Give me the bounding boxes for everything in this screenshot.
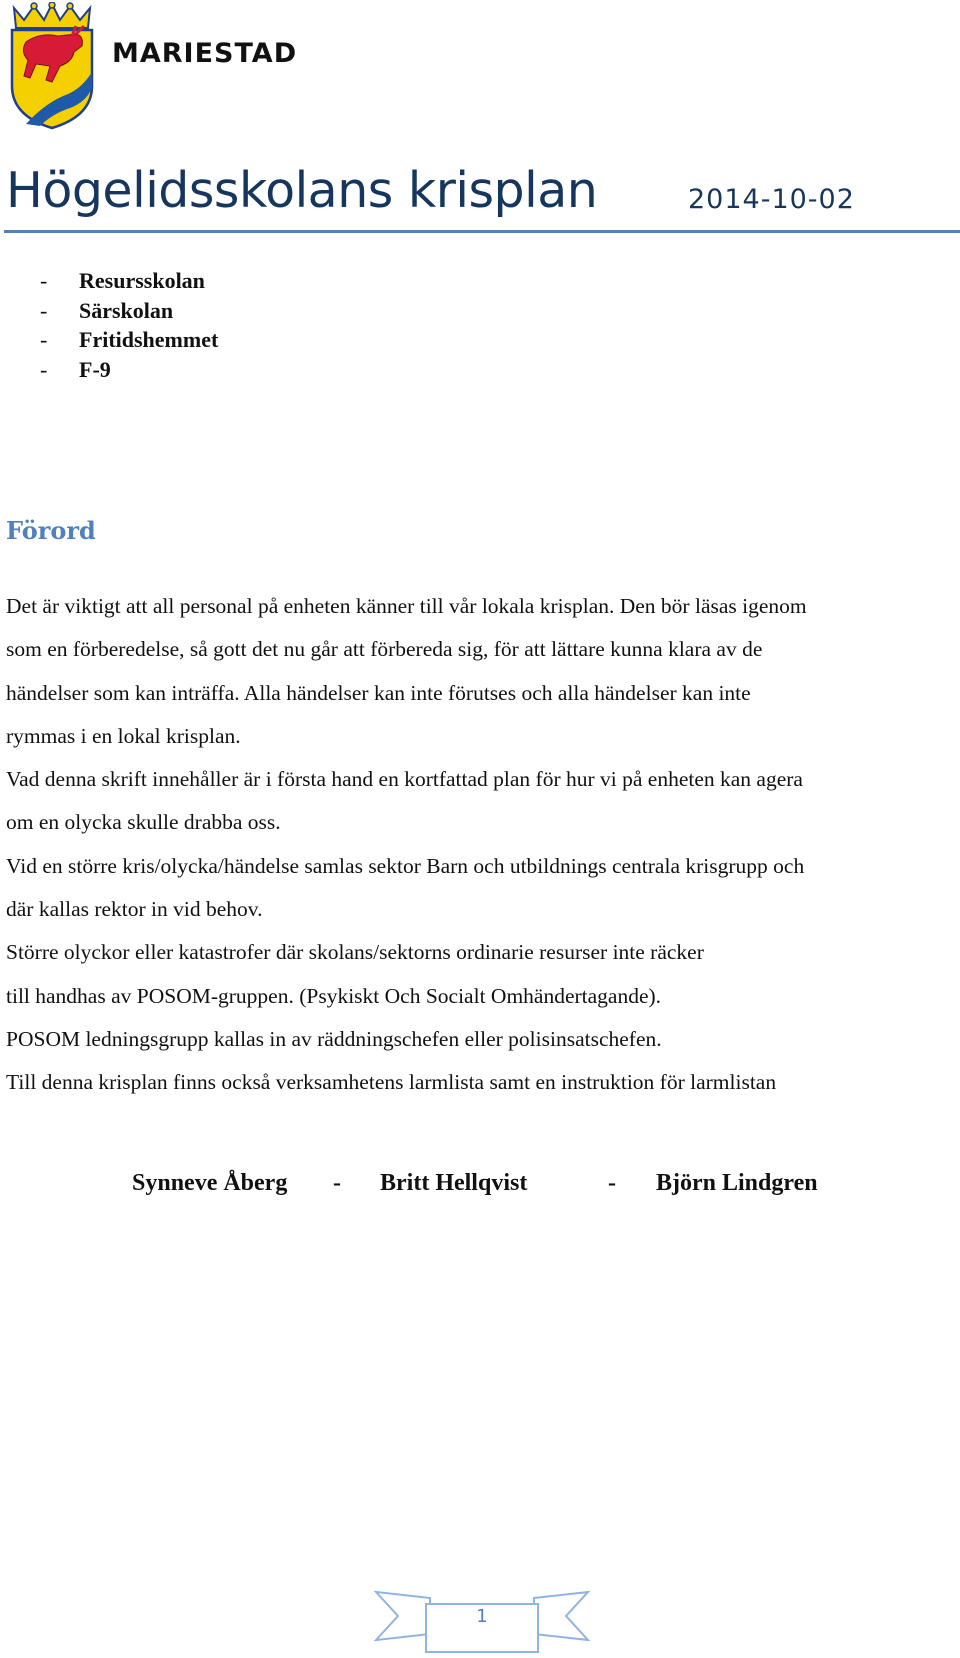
body-line: Vad denna skrift innehåller är i första hand en kortfattad plan för hur vi på enheten kan agera [6,767,803,792]
signature-separator: - [333,1170,341,1196]
document-date: 2014-10-02 [688,184,855,215]
section-heading-preface: Förord [6,516,96,545]
title-rule [4,230,960,233]
body-line: POSOM ledningsgrupp kallas in av räddningschefen eller polisinsatschefen. [6,1026,662,1051]
list-item: - Resursskolan [40,268,205,293]
body-line: Det är viktigt att all personal på enheten känner till vår lokala krisplan. Den bör läsas igenom [6,594,807,618]
body-line: om en olycka skulle drabba oss. [6,810,281,835]
list-item: - Fritidshemmet [40,327,219,352]
body-line: Till denna krisplan finns också verksamhetens larmlista samt en instruktion för larmlistan [6,1070,777,1095]
page-number: 1 [476,1606,488,1627]
brand-name: MARIESTAD [112,38,298,69]
mariestad-coat-of-arms-icon [6,2,98,132]
document-title: Högelidsskolans krisplan [6,162,598,219]
signature-name-2: Britt Hellqvist [380,1170,528,1196]
body-line: Vid en större kris/olycka/händelse samlas sektor Barn och utbildnings centrala krisgrupp och [6,853,805,878]
signature-separator: - [608,1170,616,1196]
preface-body [6,591,956,1111]
body-line: till handhas av POSOM-gruppen. (Psykiskt Och Socialt Omhändertagande). [6,983,662,1008]
body-line: där kallas rektor in vid behov. [6,897,263,922]
body-line: Större olyckor eller katastrofer där skolans/sektorns ordinarie resurser inte räcker [6,940,704,965]
list-item: - F-9 [40,356,111,382]
signature-name-3: Björn Lindgren [656,1170,818,1196]
signature-name-1: Synneve Åberg [132,1170,288,1196]
unit-list [40,266,218,384]
list-item: - Särskolan [40,297,174,323]
body-line: händelser som kan inträffa. Alla händelser kan inte förutses och alla händelser kan inte [6,680,751,705]
body-line: som en förberedelse, så gott det nu går att förbereda sig, för att lättare kunna klara av de [6,637,763,662]
body-line: rymmas i en lokal krisplan. [6,723,241,748]
page-number-badge [374,1590,590,1653]
